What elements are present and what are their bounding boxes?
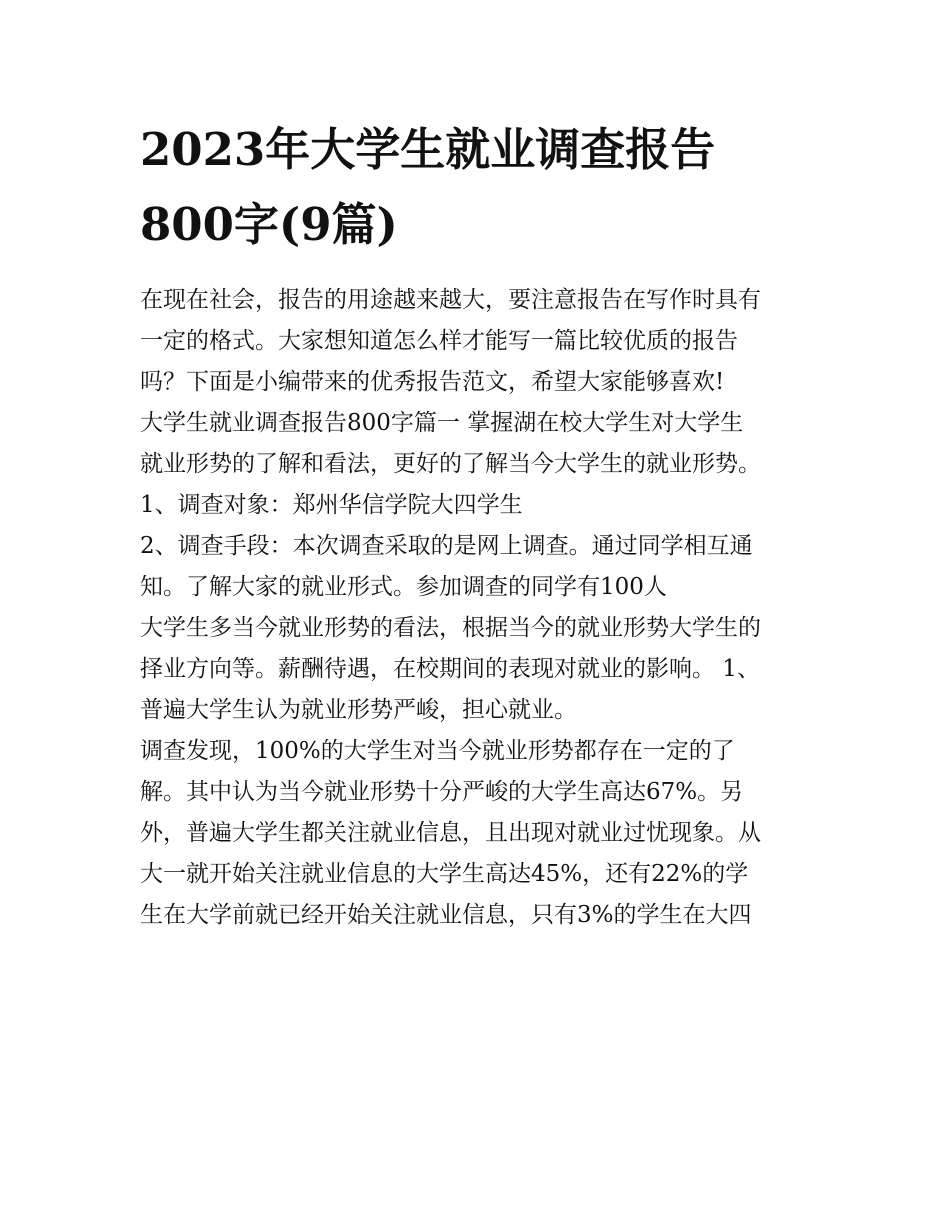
body-line: 调查发现，100%的大学生对当今就业形势都存在一定的了 — [140, 738, 735, 764]
body-line: 生在大学前就已经开始关注就业信息，只有3%的学生在大四 — [140, 902, 752, 928]
body-line: 就业形势的了解和看法，更好的了解当今大学生的就业形势。 — [140, 451, 761, 477]
body-line: 大学生多当今就业形势的看法，根据当今的就业形势大学生的 — [140, 615, 761, 641]
body-line: 普遍大学生认为就业形势严峻，担心就业。 — [140, 697, 577, 723]
body-line: 吗？下面是小编带来的优秀报告范文，希望大家能够喜欢! — [140, 369, 725, 395]
body-line: 大学生就业调查报告800字篇一 掌握湖在校大学生对大学生 — [140, 410, 744, 436]
body-line: 择业方向等。薪酬待遇，在校期间的表现对就业的影响。 1、 — [140, 656, 760, 682]
body-line: 解。其中认为当今就业形势十分严峻的大学生高达67%。另 — [140, 779, 744, 805]
body-line: 在现在社会，报告的用途越来越大，要注意报告在写作时具有 — [140, 287, 761, 313]
body-line: 2、调查手段：本次调查采取的是网上调查。通过同学相互通 — [140, 533, 753, 559]
title-line-1: 2023年大学生就业调查报告 — [140, 123, 716, 176]
body-line: 1、调查对象：郑州华信学院大四学生 — [140, 492, 523, 518]
document-title — [140, 112, 840, 262]
document-body — [140, 280, 840, 936]
body-line: 一定的格式。大家想知道怎么样才能写一篇比较优质的报告 — [140, 328, 738, 354]
title-line-2: 800字(9篇) — [140, 198, 398, 251]
body-line: 大一就开始关注就业信息的大学生高达45%，还有22%的学 — [140, 861, 749, 887]
body-line: 知。了解大家的就业形式。参加调查的同学有100人 — [140, 574, 667, 600]
body-line: 外，普遍大学生都关注就业信息，且出现对就业过忧现象。从 — [140, 820, 761, 846]
